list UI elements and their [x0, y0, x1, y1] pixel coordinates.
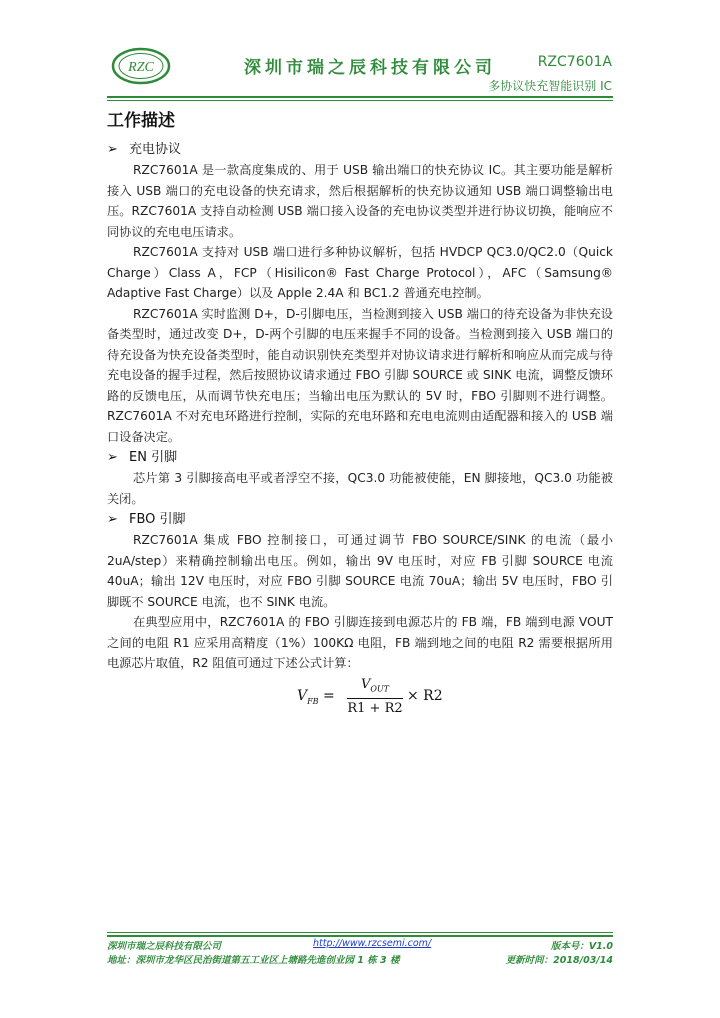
paragraph: RZC7601A 是一款高度集成的、用于 USB 输出端口的快充协议 IC。其主要功能是解析接入 USB 端口的充电设备的快充请求，然后根据解析的快充协议通知 USB 端口调整输出电压。RZC7601A 支持自动检测 USB 端口接入设备的充电协议类型并进行协议切换，能响应不同协议的充电电压请求。 [107, 163, 613, 239]
model-number: RZC7601A [537, 54, 612, 70]
formula-numerator: $V_{OUT}$ [347, 676, 403, 700]
footer-divider [107, 932, 613, 933]
bullet-label: EN 引脚 [129, 450, 178, 465]
bullet-label: FBO 引脚 [129, 512, 186, 527]
footer-divider-thick [107, 935, 613, 937]
arrow-bullet-icon: ➢ [107, 450, 118, 465]
r2-formula [107, 676, 613, 716]
arrow-bullet-icon: ➢ [107, 512, 118, 527]
bullet-label: 充电协议 [129, 142, 182, 157]
footer-website-link[interactable]: http://www.rzcsemi.com/ [313, 938, 432, 949]
paragraph: RZC7601A 支持对 USB 端口进行多种协议解析，包括 HVDCP QC3.0/QC2.0（Quick Charge）Class A，FCP（Hisilicon® Fast Charge Protocol），AFC（Samsung® Adaptive Fast Charge）以及 Apple 2.4A 和 BC1.2 普通充电控制。 [107, 245, 613, 300]
formula-lhs: $V_{FB}$ = [297, 687, 335, 706]
paragraph: 在典型应用中，RZC7601A 的 FBO 引脚连接到电源芯片的 FB 端，FB 端到电源 VOUT 之间的电阻 R1 应采用高精度（1%）100KΩ 电阻，FB 端到地之间的电阻 R2 需要根据所用电源芯片取值，R2 阻值可通过下述公式计算： [107, 615, 613, 670]
bullet-charging-protocol [107, 139, 613, 160]
formula-rhs: × R2 [407, 687, 443, 704]
footer-update-date: 更新时间：2018/03/14 [505, 955, 613, 966]
main-content [107, 106, 613, 716]
paragraph: RZC7601A 集成 FBO 控制接口，可通过调节 FBO SOURCE/SINK 的电流（最小 2uA/step）来精确控制输出电压。例如，输出 9V 电压时，对应 FB 引脚 SOURCE 电流 40uA；输出 12V 电压时，对应 FBO 引脚 SOURCE 电流 70uA；输出 5V 电压时，FBO 引脚既不 SOURCE 电流，也不 SINK 电流。 [107, 533, 613, 609]
logo-text: RZC [128, 60, 154, 75]
paragraph: RZC7601A 实时监测 D+，D-引脚电压，当检测到接入 USB 端口的待充设备为非快充设备类型时，通过改变 D+，D-两个引脚的电压来握手不同的设备。当检测到接入 USB 端口的待充设备为快充设备类型时，能自动识别快充类型并对协议请求进行解析和响应从而完成与待充电设备的握手过程，然后按照协议请求通过 FBO 引脚 SOURCE 或 SINK 电流，调整反馈环路的反馈电压，从而调节快充电压；当输出电压为默认的 5V 时，FBO 引脚则不进行调整。RZC7601A 不对充电环路进行控制，实际的充电环路和充电电流则由适配器和接入的 USB 端口设备决定。 [107, 306, 613, 444]
footer-address: 地址：深圳市龙华区民治街道第五工业区上塘路先進创业园 1 栋 3 楼 [107, 955, 400, 966]
bullet-en-pin [107, 447, 613, 468]
formula-denominator: R1 + R2 [347, 701, 403, 717]
company-name: 深圳市瑞之辰科技有限公司 [244, 58, 496, 78]
footer-version: 版本号：V1.0 [550, 941, 613, 952]
section-title: 工作描述 [107, 111, 175, 131]
formula-fraction [347, 676, 403, 720]
bullet-fbo-pin [107, 509, 613, 530]
arrow-bullet-icon: ➢ [107, 142, 118, 157]
product-subtitle: 多协议快充智能识别 IC [488, 79, 612, 93]
header-divider [107, 96, 613, 98]
footer-company: 深圳市瑞之辰科技有限公司 [107, 941, 222, 952]
paragraph: 芯片第 3 引脚接高电平或者浮空不接，QC3.0 功能被使能，EN 脚接地，QC3.0 功能被关闭。 [107, 471, 613, 506]
company-logo [111, 47, 171, 85]
header-divider-thin [107, 100, 613, 101]
